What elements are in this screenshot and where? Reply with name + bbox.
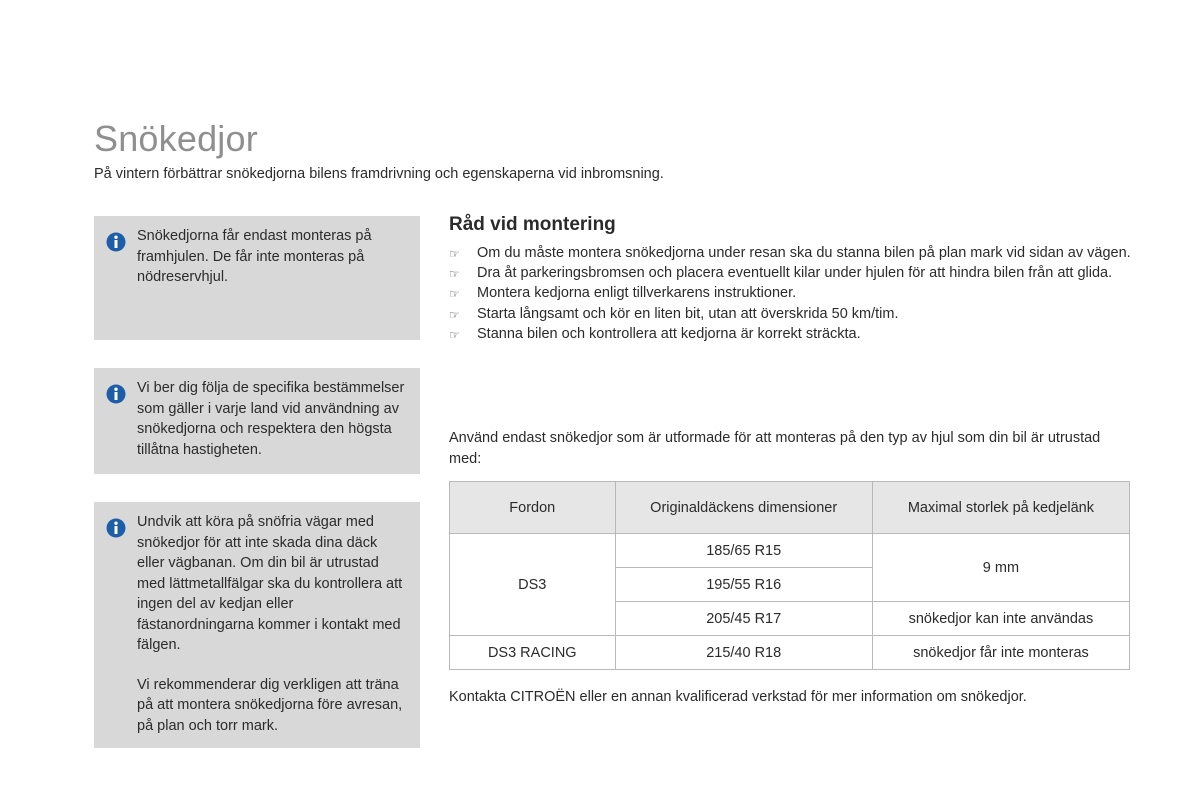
section-heading: Råd vid montering (449, 214, 616, 235)
pointing-hand-icon: ☞ (449, 287, 460, 302)
tire-cell: 215/40 R18 (615, 636, 872, 670)
vehicle-cell: DS3 (450, 534, 616, 636)
note-text: Vi rekommenderar dig verkligen att träna på att montera snökedjorna före avresan, på plan och torr mark. (137, 676, 403, 734)
header-vehicle: Fordon (450, 482, 616, 534)
note-text: Vi ber dig följa de specifika bestämmelser som gäller i varje land vid användning av snökedjorna och respektera den högsta tillåtna hastigheten. (137, 380, 405, 458)
table-header-row (450, 482, 1130, 534)
table-row (450, 534, 1130, 568)
tire-cell: 195/55 R16 (615, 568, 872, 602)
intro-text: På vintern förbättrar snökedjorna bilens framdrivning och egenskaperna vid inbromsning. (94, 166, 664, 182)
page-title: Snökedjor (94, 118, 258, 159)
pointing-hand-icon: ☞ (449, 327, 460, 342)
tire-cell: 185/65 R15 (615, 534, 872, 568)
pointing-hand-icon: ☞ (449, 247, 460, 261)
info-note-regulations (94, 368, 420, 474)
info-icon (106, 518, 126, 538)
note-text: Snökedjorna får endast monteras på framhjulen. De får inte monteras på nödreservhjul. (137, 228, 372, 285)
vehicle-cell: DS3 RACING (450, 636, 616, 670)
info-icon (106, 232, 126, 252)
list-item: ☞ Montera kedjorna enligt tillverkarens instruktioner. (449, 283, 1139, 303)
header-link-size: Maximal storlek på kedjelänk (872, 482, 1129, 534)
info-icon (106, 384, 126, 404)
usage-text: Använd endast snökedjor som är utformade för att monteras på den typ av hjul som din bil är utrustad med: (449, 430, 1101, 467)
list-item: ☞ Om du måste montera snökedjorna under resan ska du stanna bilen på plan mark vid sidan av vägen. (449, 243, 1139, 263)
info-note-front-wheels (94, 216, 420, 340)
contact-text: Kontakta CITROËN eller en annan kvalificerad verkstad för mer information om snökedjor. (449, 689, 1027, 705)
list-item: ☞ Starta långsamt och kör en liten bit, utan att överskrida 50 km/tim. (449, 304, 1139, 324)
snow-chain-table (449, 481, 1130, 670)
mounting-instructions (449, 243, 1139, 344)
tire-cell: 205/45 R17 (615, 602, 872, 636)
link-size-cell: 9 mm (872, 534, 1129, 602)
info-note-snowfree-roads (94, 502, 420, 748)
note-text: Undvik att köra på snöfria vägar med snökedjor för att inte skada dina däck eller vägbanan. Om din bil är utrustad med lättmetallfälgar ska du kontrollera att ingen del av kedjan eller fästanordningarna kommer i kontakt med fälgen. (137, 514, 403, 653)
list-item: ☞ Dra åt parkeringsbromsen och placera eventuellt kilar under hjulen för att hindra bilen från att glida. (449, 263, 1139, 283)
pointing-hand-icon: ☞ (449, 307, 460, 322)
link-size-cell: snökedjor får inte monteras (872, 636, 1129, 670)
pointing-hand-icon: ☞ (449, 267, 460, 282)
list-item: ☞ Stanna bilen och kontrollera att kedjorna är korrekt sträckta. (449, 324, 1139, 344)
table-row (450, 636, 1130, 670)
link-size-cell: snökedjor kan inte användas (872, 602, 1129, 636)
header-tire-dimensions: Originaldäckens dimensioner (615, 482, 872, 534)
